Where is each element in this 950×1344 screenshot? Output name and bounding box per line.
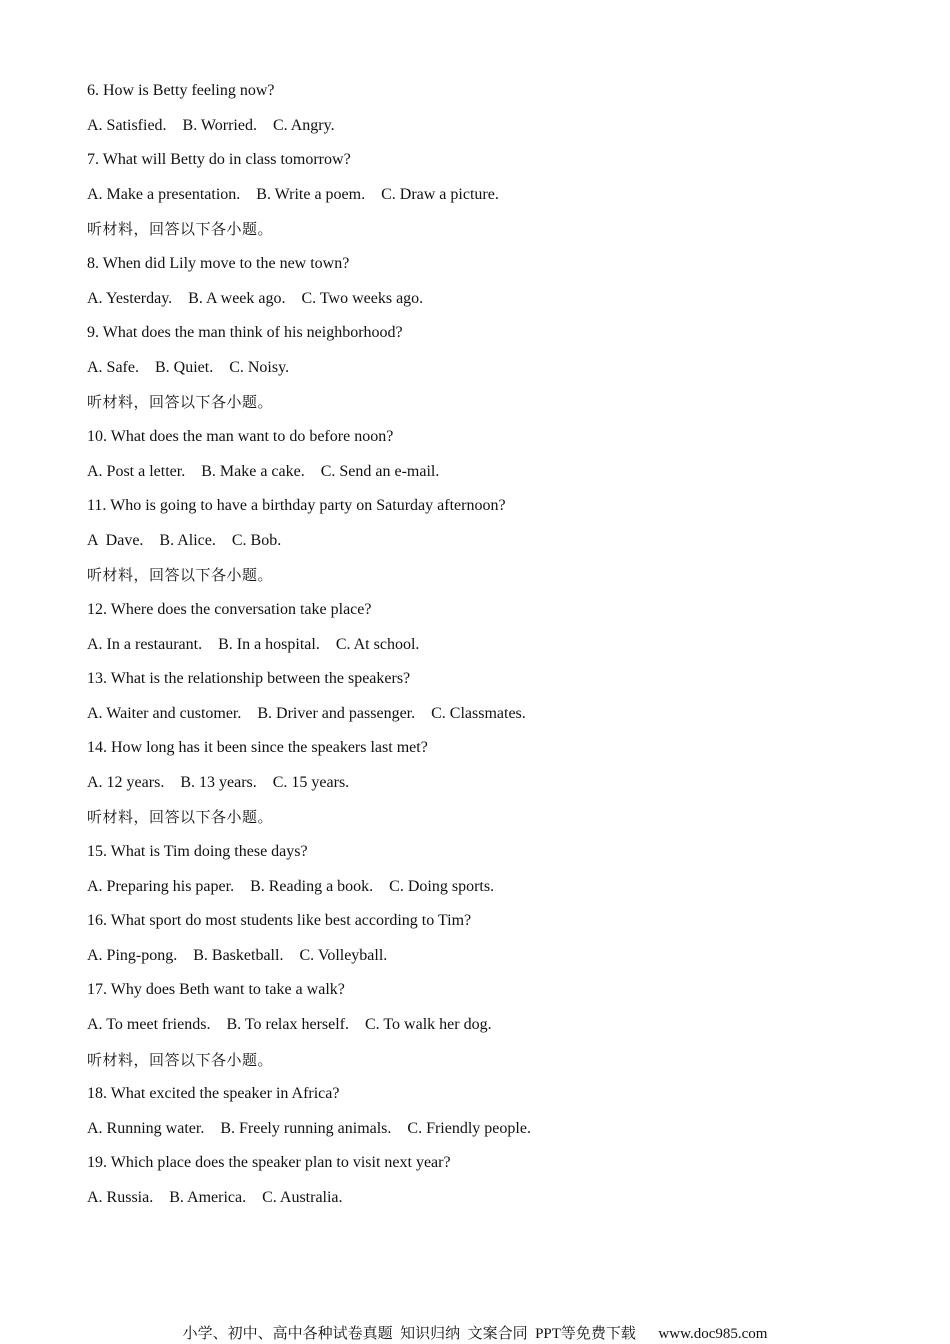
section-instruction: 听材料，回答以下各小题。 — [87, 566, 274, 585]
answer-options: A. Running water. B. Freely running animals. C. Friendly people. — [87, 1119, 531, 1137]
footer-website: www.doc985.com — [658, 1326, 768, 1342]
question-text: 19. Which place does the speaker plan to visit next year? — [87, 1154, 451, 1172]
section-instruction: 听材料，回答以下各小题。 — [87, 220, 274, 239]
question-text: 9. What does the man think of his neighborhood? — [87, 324, 403, 342]
exam-content — [87, 78, 887, 1220]
answer-options: A. 12 years. B. 13 years. C. 15 years. — [87, 773, 350, 791]
question-text: 18. What excited the speaker in Africa? — [87, 1085, 340, 1103]
question-text: 14. How long has it been since the speakers last met? — [87, 739, 428, 757]
question-text: 12. Where does the conversation take place? — [87, 600, 372, 618]
answer-options: A. Make a presentation. B. Write a poem. C. Draw a picture. — [87, 185, 499, 203]
section-instruction: 听材料，回答以下各小题。 — [87, 1050, 274, 1069]
answer-options: A. Russia. B. America. C. Australia. — [87, 1189, 343, 1206]
answer-options: A. Safe. B. Quiet. C. Noisy. — [87, 358, 290, 376]
question-text: 16. What sport do most students like best according to Tim? — [87, 912, 472, 930]
section-instruction: 听材料，回答以下各小题。 — [87, 393, 274, 412]
answer-options: A. Preparing his paper. B. Reading a book. C. Doing sports. — [87, 877, 495, 895]
answer-options: A. Waiter and customer. B. Driver and passenger. C. Classmates. — [87, 704, 526, 722]
answer-options: A. Yesterday. B. A week ago. C. Two weeks ago. — [87, 289, 424, 307]
page-footer — [0, 1322, 950, 1343]
question-text: 13. What is the relationship between the speakers? — [87, 670, 411, 688]
answer-options: A Dave. B. Alice. C. Bob. — [87, 531, 282, 549]
question-text: 11. Who is going to have a birthday party on Saturday afternoon? — [87, 497, 506, 515]
question-text: 17. Why does Beth want to take a walk? — [87, 981, 345, 999]
question-text: 10. What does the man want to do before noon? — [87, 427, 394, 445]
answer-options: A. Post a letter. B. Make a cake. C. Send an e-mail. — [87, 462, 440, 480]
question-text: 8. When did Lily move to the new town? — [87, 254, 350, 272]
question-text: 6. How is Betty feeling now? — [87, 82, 275, 99]
footer-text: 小学、初中、高中各种试卷真题 知识归纳 文案合同 PPT等免费下载 — [182, 1326, 636, 1342]
answer-options: A. Ping-pong. B. Basketball. C. Volleyball. — [87, 946, 388, 964]
answer-options: A. Satisfied. B. Worried. C. Angry. — [87, 116, 335, 134]
answer-options: A. To meet friends. B. To relax herself. C. To walk her dog. — [87, 1016, 492, 1034]
answer-options: A. In a restaurant. B. In a hospital. C. At school. — [87, 635, 420, 653]
question-text: 7. What will Betty do in class tomorrow? — [87, 151, 351, 169]
question-text: 15. What is Tim doing these days? — [87, 843, 308, 861]
section-instruction: 听材料，回答以下各小题。 — [87, 808, 274, 827]
